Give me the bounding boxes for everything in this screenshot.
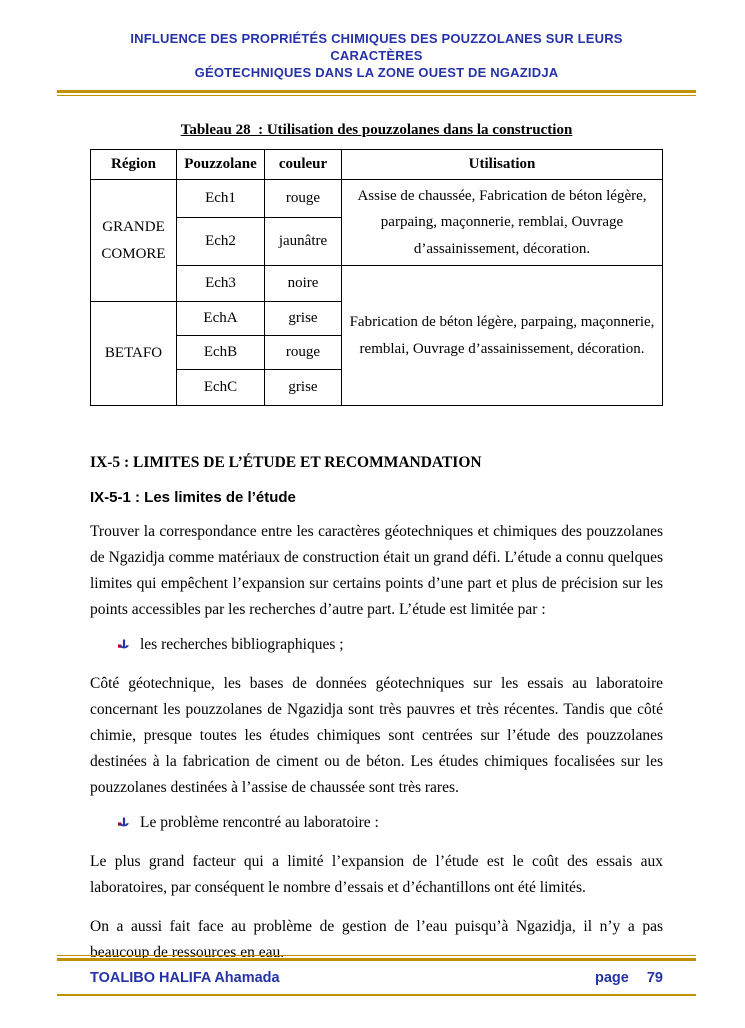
paragraph-1: Trouver la correspondance entre les caractères géotechniques et chimiques des pouzzolanes de Ngazidja comme matériaux de construction était un grand défi. L’étude a connu quelques limites qui empêchent l’expansion sur certains points d’une part et plus de précision sur les points accessibles par les recherches d’autre part. L’étude est limitée par :	[90, 523, 663, 618]
column-header-couleur: couleur	[265, 150, 342, 180]
couleur-cell-6: grise	[265, 370, 342, 406]
ech-cell-1: Ech1	[177, 180, 265, 218]
page-content	[90, 122, 663, 966]
table-row	[91, 180, 663, 218]
couleur-cell-4: grise	[265, 302, 342, 336]
column-header-region: Région	[91, 150, 177, 180]
bullet-item-1	[90, 632, 663, 658]
ech-cell-4: EchA	[177, 302, 265, 336]
document-title	[90, 30, 663, 81]
footer-page-info	[595, 970, 663, 986]
couleur-cell-3: noire	[265, 266, 342, 302]
footer-page-number: 79	[646, 970, 663, 986]
anchor-bullet-icon	[117, 638, 131, 652]
region-cell-betafo: BETAFO	[91, 302, 177, 406]
document-title-line1: INFLUENCE DES PROPRIÉTÉS CHIMIQUES DES POUZZOLANES SUR LEURS CARACTÈRES	[130, 31, 623, 63]
couleur-cell-5: rouge	[265, 336, 342, 370]
document-header	[90, 30, 663, 96]
region-cell-grande-comore: GRANDE COMORE	[91, 180, 177, 302]
bullet-text-1: les recherches bibliographiques ;	[140, 636, 344, 653]
anchor-bullet-icon	[117, 816, 131, 830]
footer-row	[90, 970, 663, 986]
footer-page-label: page	[595, 970, 629, 986]
ech-cell-5: EchB	[177, 336, 265, 370]
paragraph-2: Côté géotechnique, les bases de données géotechniques sur les essais au laboratoire concernant les pouzzolanes de Ngazidja sont très pauvres et très récentes. Tandis que côté chimie, presque toutes les études chimiques sont centrées sur l’étude des pouzzolanes destinées à la fabrication de ciment ou de béton. Les études chimiques focalisées sur les pouzzolanes destinées à l’assise de chaussée sont très rares.	[90, 675, 663, 796]
paragraph-4: On a aussi fait face au problème de gestion de l’eau puisqu’à Ngazidja, il n’y a pas beaucoup de ressources en eau.	[90, 918, 663, 961]
subsection-heading: IX-5-1 : Les limites de l’étude	[90, 489, 296, 506]
bullet-text-2: Le problème rencontré au laboratoire :	[140, 814, 379, 831]
ech-cell-6: EchC	[177, 370, 265, 406]
footer-divider-bottom	[57, 994, 696, 996]
couleur-cell-1: rouge	[265, 180, 342, 218]
paragraph-3: Le plus grand facteur qui a limité l’expansion de l’étude est le coût des essais aux laboratoires, par conséquent le nombre d’essais et d’échantillons ont été limités.	[90, 853, 663, 896]
bullet-item-2	[90, 810, 663, 836]
footer-author: TOALIBO HALIFA Ahamada	[90, 970, 280, 986]
table-row	[91, 266, 663, 302]
column-header-utilisation: Utilisation	[342, 150, 663, 180]
couleur-cell-2: jaunâtre	[265, 218, 342, 266]
header-divider	[57, 90, 696, 96]
pouzzolane-table	[90, 149, 663, 406]
footer-divider-top	[57, 955, 696, 961]
table-caption: Tableau 28 : Utilisation des pouzzolanes dans la construction	[180, 122, 573, 138]
ech-cell-3: Ech3	[177, 266, 265, 302]
document-footer	[90, 955, 663, 996]
utilisation-cell-1: Assise de chaussée, Fabrication de béton légère, parpaing, maçonnerie, remblai, Ouvrage d’assainissement, décoration.	[342, 180, 663, 266]
column-header-pouzzolane: Pouzzolane	[177, 150, 265, 180]
table-header-row	[91, 150, 663, 180]
document-title-line2: GÉOTECHNIQUES DANS LA ZONE OUEST DE NGAZIDJA	[194, 65, 559, 80]
utilisation-cell-2: Fabrication de béton légère, parpaing, maçonnerie, remblai, Ouvrage d’assainissement, décoration.	[342, 266, 663, 406]
ech-cell-2: Ech2	[177, 218, 265, 266]
section-heading: IX-5 : LIMITES DE L’ÉTUDE ET RECOMMANDATION	[90, 454, 482, 471]
